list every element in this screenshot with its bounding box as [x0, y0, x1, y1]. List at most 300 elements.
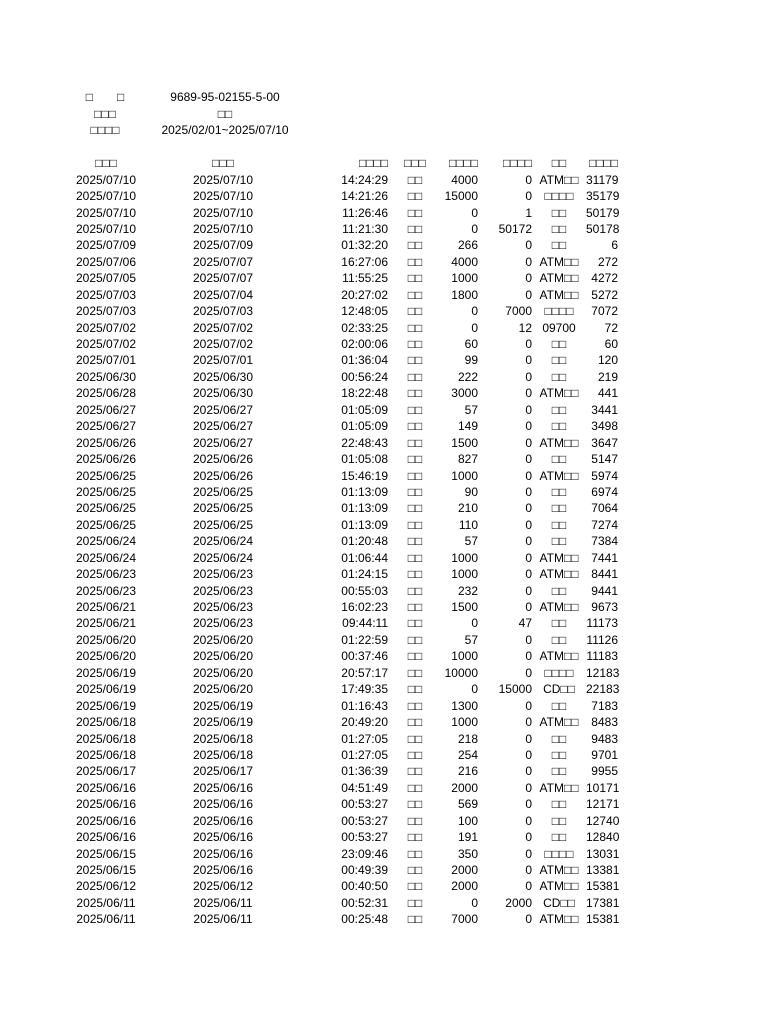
cell-withdrawal: 216	[457, 764, 478, 779]
cell-channel: ATM□□	[539, 468, 579, 483]
cell-time: 00:56:24	[341, 369, 388, 384]
cell-type: □□	[407, 386, 423, 401]
cell-time: 23:09:46	[341, 846, 388, 861]
cell-balance: 8441	[591, 567, 618, 582]
cell-transaction-date: 2025/06/18	[75, 715, 137, 730]
cell-type: □□	[407, 550, 423, 565]
cell-transaction-date: 2025/07/10	[75, 189, 137, 204]
cell-time: 20:57:17	[341, 665, 388, 680]
cell-channel: ATM□□	[539, 715, 579, 730]
cell-type: □□	[407, 534, 423, 549]
cell-time: 09:44:11	[342, 616, 388, 631]
cell-posting-date: 2025/07/02	[192, 337, 254, 352]
cell-channel: □□□□	[544, 665, 574, 680]
cell-transaction-date: 2025/06/18	[75, 731, 137, 746]
cell-time: 20:49:20	[341, 715, 388, 730]
cell-posting-date: 2025/06/25	[192, 484, 254, 499]
cell-type: □□	[407, 649, 423, 664]
account-label: □ □	[85, 90, 125, 104]
cell-channel: ATM□□	[539, 863, 579, 878]
cell-time: 02:33:25	[341, 320, 388, 335]
cell-time: 01:05:08	[341, 452, 388, 467]
cell-channel: ATM□□	[539, 600, 579, 615]
cell-type: □□	[407, 501, 423, 516]
cell-transaction-date: 2025/06/23	[75, 567, 137, 582]
cell-channel: □□	[551, 221, 567, 236]
cell-balance: 9701	[591, 747, 618, 762]
cell-transaction-date: 2025/06/11	[76, 912, 136, 927]
cell-withdrawal: 7000	[451, 912, 478, 927]
cell-posting-date: 2025/07/10	[192, 205, 254, 220]
cell-posting-date: 2025/06/18	[192, 731, 254, 746]
table-row	[70, 336, 618, 352]
cell-deposit: 7000	[505, 304, 532, 319]
table-row	[70, 697, 618, 713]
cell-type: □□	[407, 468, 423, 483]
cell-time: 01:36:04	[341, 353, 388, 368]
cell-posting-date: 2025/06/24	[192, 550, 254, 565]
cell-posting-date: 2025/06/18	[192, 747, 254, 762]
cell-posting-date: 2025/06/23	[192, 567, 254, 582]
cell-transaction-date: 2025/06/18	[75, 747, 137, 762]
cell-posting-date: 2025/06/20	[192, 665, 254, 680]
cell-transaction-date: 2025/07/03	[75, 287, 137, 302]
table-row	[70, 714, 618, 730]
cell-channel: □□	[551, 616, 567, 631]
table-row	[70, 780, 618, 796]
cell-withdrawal: 1000	[451, 715, 478, 730]
cell-transaction-date: 2025/06/25	[75, 517, 137, 532]
cell-time: 00:25:48	[341, 912, 388, 927]
table-row	[70, 550, 618, 566]
cell-type: □□	[407, 912, 423, 927]
cell-posting-date: 2025/07/02	[192, 320, 254, 335]
cell-balance: 441	[597, 386, 618, 401]
table-row	[70, 352, 618, 368]
cell-balance: 31179	[586, 172, 619, 187]
cell-channel: ATM□□	[539, 879, 579, 894]
cell-channel: □□	[551, 830, 567, 845]
cell-deposit: 2000	[505, 895, 532, 910]
cell-deposit: 0	[525, 632, 532, 647]
table-row	[70, 533, 618, 549]
cell-transaction-date: 2025/07/01	[75, 353, 137, 368]
cell-channel: □□	[551, 797, 567, 812]
cell-posting-date: 2025/06/23	[192, 583, 254, 598]
col-header-transaction-date: □□□	[95, 156, 117, 171]
cell-channel: ATM□□	[539, 172, 579, 187]
cell-posting-date: 2025/06/20	[192, 632, 254, 647]
cell-balance: 5147	[591, 452, 618, 467]
cell-deposit: 0	[525, 797, 532, 812]
cell-time: 01:22:59	[341, 632, 388, 647]
cell-time: 00:49:39	[341, 863, 388, 878]
cell-withdrawal: 15000	[444, 189, 478, 204]
col-header-deposit: □□□□	[503, 156, 532, 171]
cell-channel: □□	[551, 419, 567, 434]
cell-transaction-date: 2025/07/02	[75, 337, 137, 352]
cell-type: □□	[407, 205, 423, 220]
cell-deposit: 0	[525, 665, 532, 680]
cell-time: 00:40:50	[341, 879, 388, 894]
cell-withdrawal: 254	[457, 747, 478, 762]
table-row	[70, 402, 618, 418]
cell-time: 01:13:09	[341, 484, 388, 499]
cell-withdrawal: 2000	[451, 863, 478, 878]
cell-posting-date: 2025/06/19	[192, 698, 254, 713]
cell-withdrawal: 0	[471, 895, 478, 910]
cell-deposit: 0	[525, 698, 532, 713]
cell-withdrawal: 1000	[451, 468, 478, 483]
cell-channel: ATM□□	[539, 254, 579, 269]
cell-channel: □□	[551, 583, 567, 598]
cell-balance: 3647	[591, 435, 618, 450]
cell-deposit: 0	[525, 402, 532, 417]
cell-withdrawal: 90	[464, 484, 478, 499]
cell-channel: □□	[551, 369, 567, 384]
cell-type: □□	[407, 304, 423, 319]
cell-channel: □□□□	[544, 189, 574, 204]
cell-withdrawal: 0	[471, 616, 478, 631]
table-row	[70, 270, 618, 286]
cell-channel: ATM□□	[539, 287, 579, 302]
period-label: □□□□	[90, 123, 120, 137]
cell-posting-date: 2025/06/16	[192, 813, 254, 828]
cell-channel: ATM□□	[539, 435, 579, 450]
cell-balance: 5272	[591, 287, 618, 302]
cell-posting-date: 2025/06/16	[192, 863, 254, 878]
cell-posting-date: 2025/06/30	[192, 386, 254, 401]
cell-balance: 22183	[586, 682, 620, 697]
cell-posting-date: 2025/06/20	[192, 682, 254, 697]
cell-deposit: 0	[525, 764, 532, 779]
cell-posting-date: 2025/06/16	[192, 797, 254, 812]
cell-deposit: 12	[518, 320, 532, 335]
account-number: 9689-95-02155-5-00	[170, 90, 280, 104]
cell-deposit: 0	[525, 484, 532, 499]
cell-channel: □□	[551, 238, 567, 253]
cell-posting-date: 2025/07/03	[192, 304, 254, 319]
cell-balance: 12183	[586, 665, 620, 680]
cell-channel: □□	[551, 534, 567, 549]
cell-balance: 11173	[586, 616, 618, 631]
table-row	[70, 911, 618, 927]
cell-channel: □□	[551, 484, 567, 499]
cell-transaction-date: 2025/06/25	[75, 468, 137, 483]
cell-balance: 11183	[586, 649, 618, 664]
cell-balance: 4272	[591, 271, 618, 286]
cell-balance: 9483	[591, 731, 618, 746]
cell-transaction-date: 2025/06/20	[75, 632, 137, 647]
table-row	[70, 500, 618, 516]
cell-balance: 12740	[586, 813, 620, 828]
cell-posting-date: 2025/06/27	[192, 419, 254, 434]
cell-channel: □□□□	[544, 304, 574, 319]
cell-balance: 9955	[591, 764, 618, 779]
cell-channel: ATM□□	[539, 912, 579, 927]
cell-transaction-date: 2025/07/02	[75, 320, 137, 335]
cell-time: 16:27:06	[341, 254, 388, 269]
cell-time: 01:27:05	[341, 747, 388, 762]
cell-balance: 17381	[586, 895, 620, 910]
cell-balance: 7072	[591, 304, 618, 319]
cell-posting-date: 2025/06/23	[192, 616, 254, 631]
cell-transaction-date: 2025/06/19	[75, 682, 137, 697]
table-row	[70, 484, 618, 500]
cell-transaction-date: 2025/06/11	[76, 895, 136, 910]
cell-time: 01:06:44	[341, 550, 388, 565]
cell-withdrawal: 1800	[451, 287, 478, 302]
cell-withdrawal: 0	[471, 304, 478, 319]
cell-transaction-date: 2025/06/21	[75, 616, 137, 631]
cell-deposit: 0	[525, 550, 532, 565]
cell-transaction-date: 2025/06/26	[75, 452, 137, 467]
cell-balance: 50178	[586, 221, 620, 236]
col-header-channel: □□	[551, 156, 567, 171]
cell-deposit: 47	[518, 616, 532, 631]
table-row	[70, 171, 618, 187]
cell-transaction-date: 2025/07/10	[75, 205, 137, 220]
cell-balance: 219	[597, 369, 618, 384]
cell-channel: □□□□	[544, 846, 574, 861]
cell-transaction-date: 2025/07/10	[75, 172, 137, 187]
cell-withdrawal: 1300	[451, 698, 478, 713]
cell-channel: ATM□□	[539, 567, 579, 582]
cell-transaction-date: 2025/07/10	[75, 221, 137, 236]
cell-channel: □□	[551, 353, 567, 368]
cell-balance: 50179	[586, 205, 620, 220]
cell-channel: CD□□	[543, 682, 575, 697]
cell-time: 17:49:35	[341, 682, 388, 697]
cell-posting-date: 2025/06/27	[192, 435, 254, 450]
cell-channel: □□	[551, 517, 567, 532]
cell-balance: 5974	[591, 468, 618, 483]
cell-posting-date: 2025/06/25	[192, 517, 254, 532]
cell-channel: □□	[551, 813, 567, 828]
table-body	[70, 171, 618, 927]
cell-deposit: 50172	[498, 221, 532, 236]
cell-type: □□	[407, 189, 423, 204]
table-row	[70, 467, 618, 483]
cell-type: □□	[407, 616, 423, 631]
cell-posting-date: 2025/06/17	[192, 764, 254, 779]
cell-time: 04:51:49	[341, 780, 388, 795]
col-header-balance: □□□□	[589, 156, 618, 171]
cell-posting-date: 2025/06/16	[192, 780, 254, 795]
cell-time: 01:13:09	[341, 517, 388, 532]
cell-balance: 120	[597, 353, 618, 368]
cell-type: □□	[407, 830, 423, 845]
cell-withdrawal: 266	[457, 238, 478, 253]
cell-type: □□	[407, 369, 423, 384]
cell-withdrawal: 4000	[451, 254, 478, 269]
cell-withdrawal: 1000	[451, 567, 478, 582]
cell-balance: 13381	[586, 863, 620, 878]
cell-deposit: 0	[525, 238, 532, 253]
cell-balance: 6	[611, 238, 618, 253]
col-header-withdrawal: □□□□	[449, 156, 478, 171]
cell-withdrawal: 232	[457, 583, 478, 598]
cell-type: □□	[407, 780, 423, 795]
cell-posting-date: 2025/06/24	[192, 534, 254, 549]
cell-withdrawal: 1000	[451, 550, 478, 565]
cell-withdrawal: 0	[471, 205, 478, 220]
cell-time: 00:53:27	[341, 797, 388, 812]
cell-withdrawal: 60	[464, 337, 478, 352]
cell-deposit: 0	[525, 271, 532, 286]
cell-balance: 35179	[586, 189, 620, 204]
cell-channel: □□	[551, 205, 567, 220]
cell-time: 00:37:46	[341, 649, 388, 664]
cell-time: 01:20:48	[341, 534, 388, 549]
cell-type: □□	[407, 632, 423, 647]
cell-transaction-date: 2025/06/27	[75, 419, 137, 434]
cell-balance: 8483	[591, 715, 618, 730]
table-row	[70, 665, 618, 681]
cell-time: 02:00:06	[341, 337, 388, 352]
cell-balance: 7384	[591, 534, 618, 549]
cell-deposit: 0	[525, 501, 532, 516]
cell-posting-date: 2025/06/26	[192, 468, 254, 483]
cell-posting-date: 2025/06/20	[192, 649, 254, 664]
cell-type: □□	[407, 863, 423, 878]
cell-posting-date: 2025/06/26	[192, 452, 254, 467]
cell-withdrawal: 1500	[451, 435, 478, 450]
cell-deposit: 0	[525, 649, 532, 664]
cell-transaction-date: 2025/06/15	[75, 863, 137, 878]
cell-balance: 7183	[591, 698, 618, 713]
cell-withdrawal: 57	[464, 534, 478, 549]
cell-withdrawal: 827	[457, 452, 478, 467]
cell-deposit: 0	[525, 386, 532, 401]
cell-posting-date: 2025/06/16	[192, 830, 254, 845]
cell-posting-date: 2025/06/11	[193, 912, 253, 927]
cell-channel: ATM□□	[539, 780, 579, 795]
cell-deposit: 0	[525, 254, 532, 269]
cell-withdrawal: 1000	[451, 271, 478, 286]
cell-channel: □□	[551, 402, 567, 417]
cell-deposit: 0	[525, 780, 532, 795]
cell-balance: 7064	[591, 501, 618, 516]
cell-posting-date: 2025/06/19	[192, 715, 254, 730]
cell-deposit: 0	[525, 353, 532, 368]
table-row	[70, 747, 618, 763]
cell-posting-date: 2025/06/27	[192, 402, 254, 417]
cell-transaction-date: 2025/06/16	[75, 780, 137, 795]
cell-type: □□	[407, 337, 423, 352]
table-row	[70, 418, 618, 434]
cell-type: □□	[407, 731, 423, 746]
cell-balance: 9441	[591, 583, 618, 598]
cell-withdrawal: 210	[457, 501, 478, 516]
cell-channel: □□	[551, 731, 567, 746]
cell-withdrawal: 350	[457, 846, 478, 861]
cell-channel: □□	[551, 698, 567, 713]
cell-withdrawal: 57	[464, 402, 478, 417]
transaction-table	[70, 155, 618, 928]
cell-type: □□	[407, 452, 423, 467]
cell-channel: ATM□□	[539, 271, 579, 286]
cell-balance: 9673	[591, 600, 618, 615]
cell-type: □□	[407, 402, 423, 417]
cell-posting-date: 2025/06/12	[192, 879, 254, 894]
cell-withdrawal: 218	[457, 731, 478, 746]
cell-balance: 7441	[591, 550, 618, 565]
cell-type: □□	[407, 895, 423, 910]
cell-channel: □□	[551, 632, 567, 647]
table-row	[70, 813, 618, 829]
cell-transaction-date: 2025/06/16	[75, 830, 137, 845]
name-row	[0, 106, 768, 122]
cell-type: □□	[407, 238, 423, 253]
cell-time: 01:13:09	[341, 501, 388, 516]
cell-balance: 3498	[591, 419, 618, 434]
cell-deposit: 0	[525, 912, 532, 927]
cell-type: □□	[407, 287, 423, 302]
cell-transaction-date: 2025/06/25	[75, 484, 137, 499]
cell-deposit: 0	[525, 879, 532, 894]
cell-type: □□	[407, 747, 423, 762]
table-row	[70, 237, 618, 253]
cell-transaction-date: 2025/07/09	[75, 238, 137, 253]
cell-transaction-date: 2025/07/03	[75, 304, 137, 319]
cell-time: 15:46:19	[341, 468, 388, 483]
table-row	[70, 254, 618, 270]
table-row	[70, 287, 618, 303]
col-header-posting-date: □□□	[212, 156, 234, 171]
cell-withdrawal: 569	[457, 797, 478, 812]
table-row	[70, 303, 618, 319]
cell-time: 00:53:27	[341, 830, 388, 845]
cell-deposit: 0	[525, 452, 532, 467]
cell-time: 00:52:31	[341, 895, 388, 910]
cell-transaction-date: 2025/06/15	[75, 846, 137, 861]
cell-transaction-date: 2025/06/16	[75, 813, 137, 828]
cell-type: □□	[407, 435, 423, 450]
cell-deposit: 0	[525, 419, 532, 434]
cell-channel: □□	[551, 452, 567, 467]
cell-type: □□	[407, 698, 423, 713]
cell-balance: 3441	[591, 402, 618, 417]
cell-posting-date: 2025/06/30	[192, 369, 254, 384]
cell-balance: 12171	[586, 797, 620, 812]
cell-posting-date: 2025/07/07	[192, 254, 254, 269]
table-row	[70, 319, 618, 335]
cell-posting-date: 2025/07/10	[192, 172, 254, 187]
cell-balance: 272	[597, 254, 618, 269]
cell-type: □□	[407, 846, 423, 861]
cell-type: □□	[407, 254, 423, 269]
cell-transaction-date: 2025/06/27	[75, 402, 137, 417]
cell-time: 01:32:20	[341, 238, 388, 253]
cell-type: □□	[407, 600, 423, 615]
name-value: □□	[217, 107, 233, 121]
cell-balance: 7274	[591, 517, 618, 532]
table-row	[70, 599, 618, 615]
cell-withdrawal: 2000	[451, 879, 478, 894]
cell-posting-date: 2025/07/01	[192, 353, 254, 368]
cell-transaction-date: 2025/06/23	[75, 583, 137, 598]
cell-transaction-date: 2025/06/19	[75, 665, 137, 680]
cell-withdrawal: 1000	[451, 649, 478, 664]
table-row	[70, 369, 618, 385]
cell-balance: 11126	[586, 632, 618, 647]
table-row	[70, 615, 618, 631]
cell-type: □□	[407, 715, 423, 730]
col-header-type: □□□	[404, 156, 426, 171]
cell-withdrawal: 99	[464, 353, 478, 368]
cell-type: □□	[407, 567, 423, 582]
